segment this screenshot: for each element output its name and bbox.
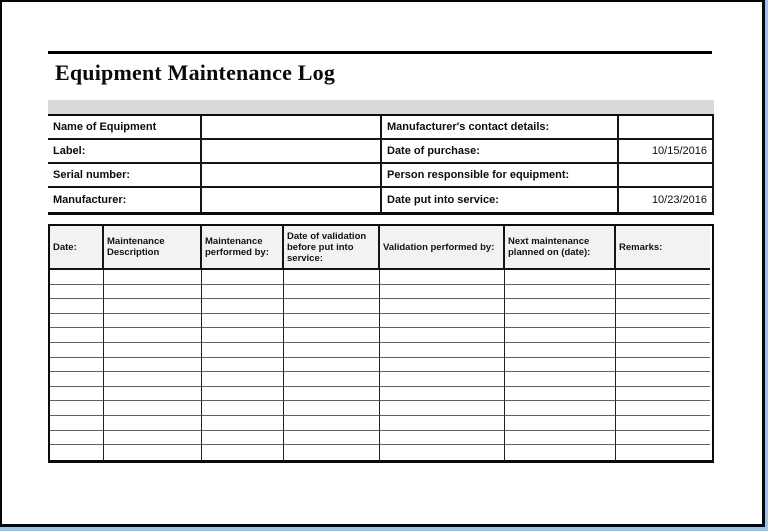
info-value-manufacturer[interactable] [200,188,380,212]
info-value-date-into-service[interactable]: 10/23/2016 [617,188,714,212]
log-cell-r8-c7[interactable] [616,372,710,387]
info-label-name-of-equipment: Name of Equipment [48,116,200,140]
log-header-date: Date: [50,226,104,270]
info-value-date-of-purchase[interactable]: 10/15/2016 [617,140,714,164]
log-cell-r7-c4[interactable] [284,358,380,373]
log-cell-r5-c2[interactable] [104,328,202,343]
info-value-manufacturer-contact[interactable] [617,116,714,140]
log-cell-r9-c4[interactable] [284,387,380,402]
log-cell-r6-c6[interactable] [505,343,616,358]
info-label-manufacturer: Manufacturer: [53,194,127,206]
log-header-remarks: Remarks: [616,226,710,270]
log-cell-r12-c6[interactable] [505,431,616,446]
log-cell-r4-c4[interactable] [284,314,380,329]
log-cell-r3-c2[interactable] [104,299,202,314]
log-cell-r2-c4[interactable] [284,285,380,300]
log-cell-r10-c6[interactable] [505,401,616,416]
log-cell-r7-c5[interactable] [380,358,505,373]
log-cell-r5-c6[interactable] [505,328,616,343]
log-cell-r1-c4[interactable] [284,270,380,285]
log-cell-r6-c2[interactable] [104,343,202,358]
log-cell-r7-c6[interactable] [505,358,616,373]
log-cell-r9-c6[interactable] [505,387,616,402]
log-header-maintenance-performed-by: Maintenance performed by: [202,226,284,270]
title-underline-band [48,100,714,114]
log-cell-r5-c3[interactable] [202,328,284,343]
log-cell-r9-c1[interactable] [50,387,104,402]
log-cell-r1-c2[interactable] [104,270,202,285]
log-cell-r10-c5[interactable] [380,401,505,416]
log-header-validation-performed-by: Validation performed by: [380,226,505,270]
log-cell-r10-c4[interactable] [284,401,380,416]
log-cell-r3-c7[interactable] [616,299,710,314]
log-cell-r11-c5[interactable] [380,416,505,431]
log-cell-r10-c7[interactable] [616,401,710,416]
log-cell-r12-c5[interactable] [380,431,505,446]
log-cell-r12-c4[interactable] [284,431,380,446]
log-cell-r11-c6[interactable] [505,416,616,431]
maintenance-log-table [48,224,714,463]
log-cell-r9-c5[interactable] [380,387,505,402]
log-cell-r9-c7[interactable] [616,387,710,402]
log-cell-r1-c5[interactable] [380,270,505,285]
log-cell-r2-c7[interactable] [616,285,710,300]
log-cell-r4-c6[interactable] [505,314,616,329]
log-cell-r7-c1[interactable] [50,358,104,373]
log-cell-r4-c5[interactable] [380,314,505,329]
log-cell-r13-c3[interactable] [202,445,284,460]
log-cell-r8-c2[interactable] [104,372,202,387]
log-cell-r6-c4[interactable] [284,343,380,358]
log-cell-r7-c3[interactable] [202,358,284,373]
log-cell-r5-c4[interactable] [284,328,380,343]
log-cell-r12-c3[interactable] [202,431,284,446]
page-title: Equipment Maintenance Log [55,60,336,85]
log-cell-r12-c1[interactable] [50,431,104,446]
log-cell-r1-c6[interactable] [505,270,616,285]
log-cell-r10-c1[interactable] [50,401,104,416]
log-cell-r7-c2[interactable] [104,358,202,373]
info-value-name-of-equipment[interactable] [200,116,380,140]
log-cell-r3-c4[interactable] [284,299,380,314]
log-cell-r2-c5[interactable] [380,285,505,300]
info-value-serial-number[interactable] [200,164,380,188]
log-cell-r8-c1[interactable] [50,372,104,387]
log-cell-r10-c2[interactable] [104,401,202,416]
log-cell-r9-c2[interactable] [104,387,202,402]
log-cell-r13-c4[interactable] [284,445,380,460]
log-cell-r8-c5[interactable] [380,372,505,387]
info-label-date-of-purchase: Date of purchase: [380,140,617,164]
log-cell-r11-c3[interactable] [202,416,284,431]
log-cell-r12-c2[interactable] [104,431,202,446]
log-cell-r4-c3[interactable] [202,314,284,329]
log-cell-r3-c5[interactable] [380,299,505,314]
info-label-label: Label: [48,140,200,164]
log-cell-r11-c4[interactable] [284,416,380,431]
log-cell-r8-c6[interactable] [505,372,616,387]
log-cell-r13-c7[interactable] [616,445,710,460]
log-cell-r4-c7[interactable] [616,314,710,329]
log-cell-r2-c6[interactable] [505,285,616,300]
title-top-rule [48,51,712,54]
info-label-date-into-service: Date put into service: [380,188,617,212]
info-label-serial-number: Serial number: [48,164,200,188]
log-cell-r3-c6[interactable] [505,299,616,314]
log-cell-r5-c1[interactable] [50,328,104,343]
log-cell-r11-c7[interactable] [616,416,710,431]
log-cell-r11-c1[interactable] [50,416,104,431]
log-cell-r7-c7[interactable] [616,358,710,373]
log-cell-r1-c1[interactable] [50,270,104,285]
info-label-person-responsible: Person responsible for equipment: [380,164,617,188]
log-cell-r3-c1[interactable] [50,299,104,314]
log-cell-r1-c3[interactable] [202,270,284,285]
info-label-manufacturer-contact: Manufacturer's contact details: [380,116,617,140]
log-cell-r10-c3[interactable] [202,401,284,416]
log-cell-r4-c1[interactable] [50,314,104,329]
log-cell-r4-c2[interactable] [104,314,202,329]
log-cell-r9-c3[interactable] [202,387,284,402]
log-header-maintenance-description: Maintenance Description [104,226,202,270]
log-cell-r3-c3[interactable] [202,299,284,314]
log-header-date-of-validation: Date of validation before put into service: [284,226,380,270]
log-cell-r6-c1[interactable] [50,343,104,358]
log-cell-r13-c2[interactable] [104,445,202,460]
log-cell-r5-c5[interactable] [380,328,505,343]
info-value-person-responsible[interactable] [617,164,714,188]
log-cell-r6-c3[interactable] [202,343,284,358]
log-cell-r6-c5[interactable] [380,343,505,358]
log-cell-r1-c7[interactable] [616,270,710,285]
log-cell-r13-c5[interactable] [380,445,505,460]
log-cell-r2-c3[interactable] [202,285,284,300]
log-cell-r8-c4[interactable] [284,372,380,387]
log-cell-r2-c2[interactable] [104,285,202,300]
log-cell-r2-c1[interactable] [50,285,104,300]
log-cell-r12-c7[interactable] [616,431,710,446]
equipment-info-table [48,114,714,215]
log-cell-r11-c2[interactable] [104,416,202,431]
info-value-label[interactable] [200,140,380,164]
log-header-next-maintenance: Next maintenance planned on (date): [505,226,616,270]
log-cell-r8-c3[interactable] [202,372,284,387]
log-cell-r13-c1[interactable] [50,445,104,460]
log-cell-r5-c7[interactable] [616,328,710,343]
log-cell-r6-c7[interactable] [616,343,710,358]
log-cell-r13-c6[interactable] [505,445,616,460]
